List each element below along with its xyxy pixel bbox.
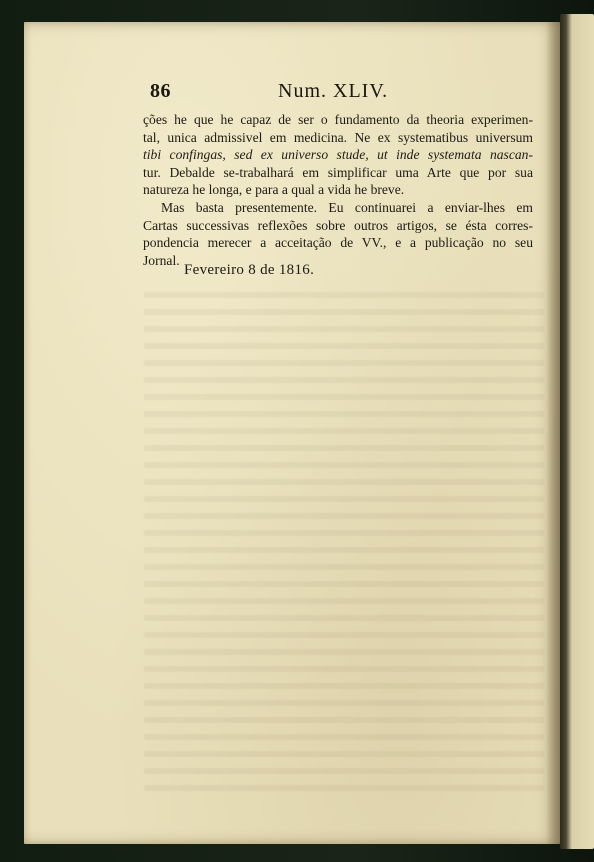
text-line: Cartas successivas reflexões sobre outros artigos, se ésta corres- [143,217,533,233]
text-line: Mas basta presentemente. Eu continuarei a enviar-lhes em [161,199,533,215]
text-line: Jornal. [143,252,180,268]
text-line: tal, unica admissivel em medicina. Ne ex systematibus universum [143,129,533,145]
text-line: natureza he longa, e para a qual a vida he breve. [143,182,405,198]
next-page-edge [560,14,594,849]
text-line: tur. Debalde se-trabalhará em simplificar uma Arte que por sua [143,164,533,180]
text-line: ções he que he capaz de ser o fundamento da theoria experimen- [143,112,533,127]
text-line: tibi confingas, sed ex universo stude, ut inde systemata nascan- [143,147,533,163]
text-line: pondencia merecer a acceitação de VV., e a publicação no seu [143,235,533,251]
letter-date: Fevereiro 8 de 1816. [184,262,315,278]
page-number: 86 [150,80,171,102]
gutter-shadow [546,22,560,844]
show-through-text [144,292,544,792]
issue-number: Num. XLIV. [278,80,389,102]
body-text [143,111,533,269]
page-header [150,80,530,110]
